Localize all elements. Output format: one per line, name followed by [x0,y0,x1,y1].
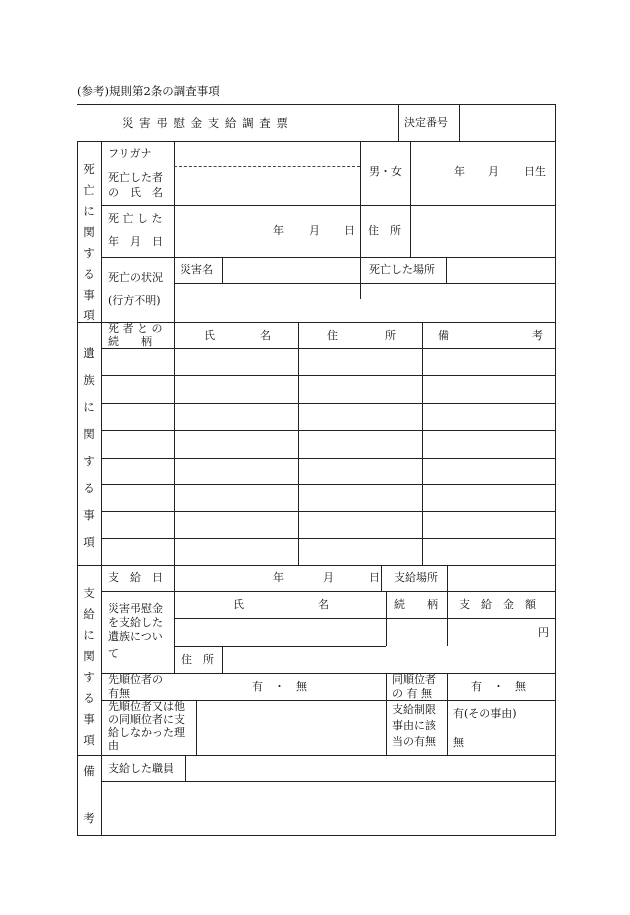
death-month: 月 [309,224,320,237]
death-date-label-2: 年 月 日 [108,235,163,248]
pay-place-label: 支給場所 [394,571,438,584]
death-status-label-2: (行方不明) [108,294,161,307]
birth-month: 月 [488,165,499,178]
amount-label: 支 給 金 額 [459,598,536,611]
pay-place-field[interactable] [448,566,555,591]
death-day: 日 [344,224,355,237]
form-title: 災 害 弔 慰 金 支 給 調 査 票 [122,116,289,130]
recipient-name-field[interactable] [175,619,386,646]
reason-field[interactable] [197,701,386,755]
deceased-name-field[interactable] [175,167,360,205]
name-label-1: 死亡した者 [108,171,163,184]
staff-label: 支給した職員 [108,762,174,775]
relation-field[interactable] [387,619,447,646]
recipient-name-b: 名 [318,598,329,611]
recipient-name-a: 氏 [233,598,244,611]
death-status-field[interactable] [175,284,555,322]
address-label: 住 所 [368,224,401,237]
prior-label-2: 有無 [108,687,130,700]
name-header-a: 氏 [204,329,215,342]
limit-yes-option[interactable]: 有(その事由) [453,707,517,720]
recipient-address-field[interactable] [223,647,555,673]
relation-header-2: 続 柄 [108,335,152,348]
death-status-label-1: 死亡の状況 [108,271,163,284]
address-header-a: 住 [327,329,338,342]
disaster-name-label: 災害名 [180,263,213,276]
birth-day: 日生 [524,165,546,178]
death-place-field[interactable] [447,258,555,283]
death-place-label: 死亡した場所 [369,263,435,276]
furigana-field[interactable] [175,142,360,166]
pay-day: 日 [369,571,380,584]
pay-year: 年 [273,571,284,584]
recipient-address-label: 住 所 [181,653,214,666]
recipient-label-2: を支給した [108,616,163,629]
remarks-field[interactable] [102,782,555,835]
form-caption: (参考)規則第2条の調査事項 [77,84,220,98]
note-header-a: 備 [438,329,449,342]
disaster-name-field[interactable] [223,258,360,283]
decision-number-label: 決定番号 [404,116,448,129]
limit-no-option[interactable]: 無 [453,736,464,749]
limit-label-2: 事由に該 [392,719,436,732]
relation-label: 続 柄 [394,598,438,611]
name-label-2: の 氏 名 [108,186,163,199]
death-year: 年 [273,224,284,237]
reason-label-1: 先順位者又は他 [108,700,185,713]
note-header-b: 考 [532,329,543,342]
pay-date-label: 支 給 日 [108,571,163,584]
prior-value[interactable]: 有 ・ 無 [252,680,307,693]
family-table-body[interactable] [102,349,555,565]
pay-month: 月 [323,571,334,584]
prior-label-1: 先順位者の [108,673,163,686]
recipient-label-3: 遺族につい [108,630,163,643]
address-field[interactable] [411,206,555,257]
reason-label-2: の同順位者に支 [108,713,185,726]
limit-label-1: 支給制限 [392,703,436,716]
address-header-b: 所 [385,329,396,342]
furigana-label: フリガナ [108,147,152,160]
limit-label-3: 当の有無 [392,735,436,748]
name-header-b: 名 [260,329,271,342]
reason-label-3: 給しなかった理 [108,726,185,739]
staff-field[interactable] [186,756,555,781]
same-label-2: の 有 無 [392,687,432,700]
yen-unit: 円 [538,626,549,639]
same-value[interactable]: 有 ・ 無 [471,680,526,693]
recipient-label-4: て [108,647,119,660]
same-label-1: 同順位者 [392,673,436,686]
decision-number-field[interactable] [460,105,555,141]
birth-year: 年 [454,165,465,178]
recipient-label-1: 災害弔慰金 [108,602,163,615]
reason-label-4: 由 [108,739,119,752]
sex-select[interactable]: 男・女 [369,165,402,178]
relation-header-1: 死 者 と の [108,322,163,335]
death-date-label-1: 死 亡 し た [108,212,163,225]
